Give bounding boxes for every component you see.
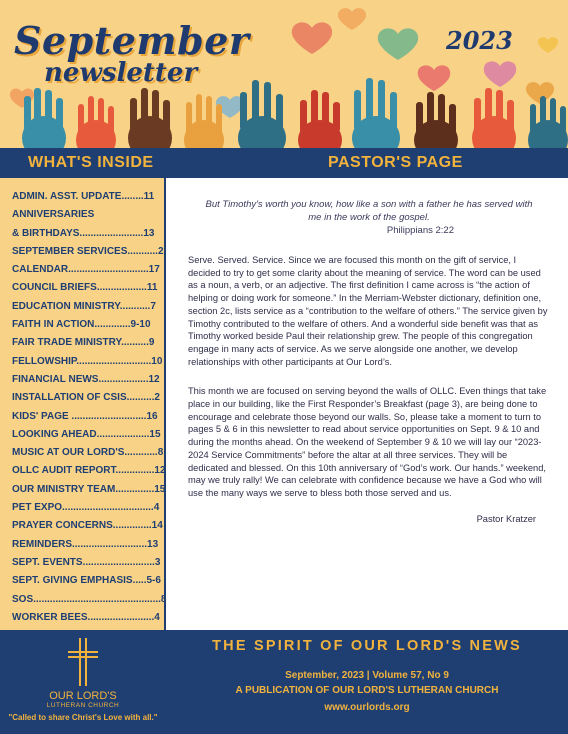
toc-item[interactable]: FINANCIAL NEWS..................12 [12,373,160,385]
website-link[interactable]: www.ourlords.org [324,702,410,713]
newsletter-footer [0,630,568,734]
toc-item[interactable]: EDUCATION MINISTRY...........7 [12,300,156,312]
church-name: OUR LORD'S [49,690,117,702]
toc-item[interactable]: FELLOWSHIP...........................10 [12,355,163,367]
toc-item[interactable]: & BIRTHDAYS.......................13 [12,227,155,239]
pastors-article [168,178,568,630]
toc-item[interactable]: REMINDERS...........................13 [12,538,159,550]
newsletter-year: 2023 [446,26,513,55]
toc-item[interactable]: KIDS' PAGE ...........................16 [12,410,158,422]
toc-item[interactable]: LOOKING AHEAD...................15 [12,428,161,440]
toc-item[interactable]: FAIR TRADE MINISTRY..........9 [12,337,155,349]
article-paragraph: Serve. Served. Service. Since we are focused this month on the gift of service, I decided to try to get some clarity about the meaning of service. The word can be used as a noun, a verb, or an adjective. The first definition I came across is “the action of helping or doing work for someone.” In the Merriam-Webster dictionary, definition one, section 2c, lists service as a “contribution to the welfare of others.” The service given by Timothy contributed to the welfare of others. And a wonderful side benefit was that as Timothy worked beside Paul their relationship grew. The people of this congregation engage in many acts of service. As we serve alongside one another, we develop relationships with other participants at Our Lord’s. [188,255,548,367]
toc-item[interactable]: INSTALLATION OF CSIS..........2 [12,392,160,404]
section-header-bar [0,148,568,178]
toc-item[interactable]: SEPTEMBER SERVICES...........2 [12,245,164,257]
raised-hands-decoration [22,78,568,148]
newsletter-subtitle: newsletter [44,58,198,88]
toc-item[interactable]: ANNIVERSARIES [12,209,95,221]
toc-item[interactable]: CALENDAR.............................17 [12,264,160,276]
toc-item[interactable]: SEPT. EVENTS..........................3 [12,556,161,568]
toc-item[interactable]: OUR MINISTRY TEAM..............15 [12,483,166,495]
toc-item[interactable]: WORKER BEES........................4 [12,611,160,623]
toc-item[interactable]: OLLC AUDIT REPORT..............12 [12,465,166,477]
toc-item[interactable]: ADMIN. ASST. UPDATE........11 [12,191,155,202]
footer-title: THE SPIRIT OF OUR LORD'S NEWS [212,638,522,654]
newsletter-banner [0,0,568,148]
church-subtitle: LUTHERAN CHURCH [46,702,120,709]
whats-inside-heading: WHAT'S INSIDE [28,154,154,171]
newsletter-month-title: September [14,18,250,63]
toc-item[interactable]: SEPT. GIVING EMPHASIS.....5-6 [12,575,161,587]
pastors-page-heading: PASTOR'S PAGE [328,154,463,171]
toc-item[interactable]: SOS..............................................8 [12,593,167,605]
cross-logo-icon [0,630,166,690]
scripture-reference: Philippians 2:22 [386,225,454,236]
church-logo [0,630,166,734]
issue-info: September, 2023 | Volume 57, No 9 [285,670,449,681]
scripture-quote: But Timothy's worth you know, how like a son with a father he has served with me in the work of the gospel. [205,199,533,223]
publication-line: A PUBLICATION OF OUR LORD'S LUTHERAN CHURCH [235,685,499,696]
article-paragraph: This month we are focused on serving beyond the walls of OLLC. Even things that take place in our building, like the First Responder’s Breakfast (page 3), are being done to encourage and celebrate those beyond our walls. So, please take a moment to turn to pages 5 & 6 in this newsletter to read about service opportunities on Sept. 9 & 10 and during the months ahead. On the weekend of September 9 & 10 we will lay our “2023-2024 Service Commitments” before the altar at all three services. They will be dedicated and blessed. On this 10th anniversary of “God’s work. Our hands.” weekend, may we truly rally! We can celebrate with confidence because we have a God who will use the many ways we serve to bless both those served and us. [188,386,547,498]
article-signature: Pastor Kratzer [476,513,536,524]
church-tagline: "Called to share Christ's Love with all." [8,713,158,722]
toc-item[interactable]: MUSIC AT OUR LORD'S............8 [12,447,164,459]
table-of-contents [0,178,166,630]
toc-item[interactable]: PET EXPO.................................4 [12,502,160,514]
toc-item[interactable]: FAITH IN ACTION.............9-10 [12,319,151,331]
toc-item[interactable]: PRAYER CONCERNS..............14 [12,520,163,532]
toc-item[interactable]: COUNCIL BRIEFS..................11 [12,282,158,294]
